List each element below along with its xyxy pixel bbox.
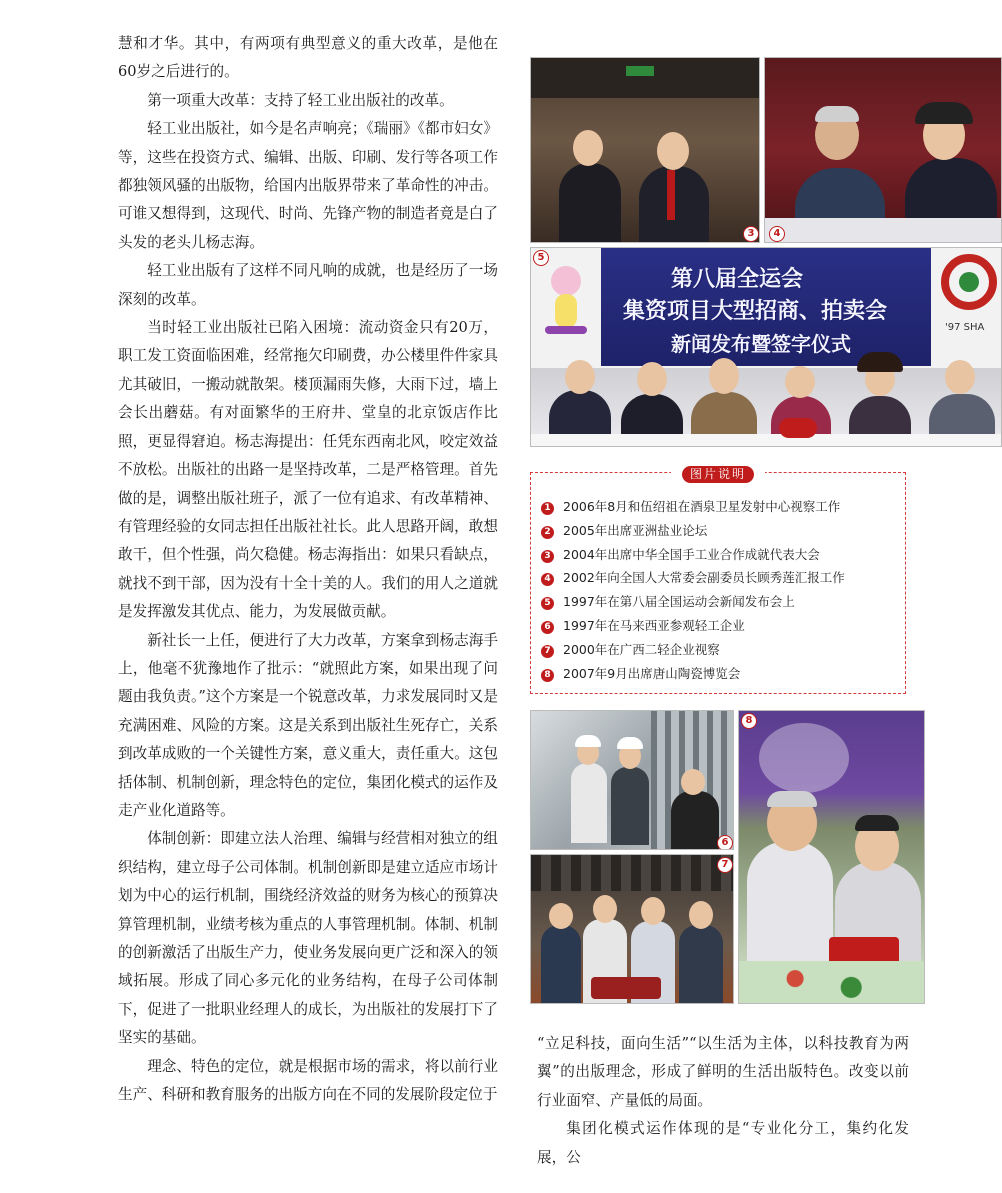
left-text-column (118, 30, 498, 1109)
banner-line-1: 第八届全运会 (671, 267, 804, 292)
captions-title-text: 图片说明 (682, 466, 754, 483)
logo-text: '97 SHA (945, 322, 985, 333)
mascot-icon (541, 266, 591, 340)
photo-number-badge: 4 (769, 226, 785, 242)
caption-text: 1997年在马来西亚参观轻工企业 (563, 617, 745, 633)
photo-number-badge: 7 (717, 857, 733, 873)
photo-number-badge: 6 (717, 835, 733, 850)
paragraph: 理念、特色的定位，就是根据市场的需求，将以前行业生产、科研和教育服务的出版方向在不同的发展阶段定位于 (118, 1057, 498, 1104)
caption-text: 2005年出席亚洲盐业论坛 (563, 522, 708, 538)
caption-text: 2004年出席中华全国手工业合作成就代表大会 (563, 546, 820, 562)
photo-number-badge: 3 (743, 226, 759, 242)
right-text-column (537, 1030, 909, 1172)
caption-number: 4 (541, 573, 554, 586)
caption-item (541, 638, 905, 662)
photo-6 (530, 710, 734, 850)
caption-item (541, 614, 905, 638)
paragraph: 体制创新：即建立法人治理、编辑与经营相对独立的组织结构，建立母子公司体制。机制创新即是建立适应市场计划为中心的运行机制，围绕经济效益的财务为核心的预算决算管理机制，业绩考核为重点的人事管理机制。体制、机制的创新激活了出版生产力，使业务发展向更广泛和深入的领域拓展。形成了同心多元化的业务结构，在母子公司体制下，促进了一批职业经理人的成长，为出版社的发展打下了坚实的基础。 (118, 830, 498, 1047)
games-logo-icon (941, 254, 997, 310)
caption-item (541, 495, 905, 519)
caption-number: 7 (541, 645, 554, 658)
paragraph: 轻工业出版社，如今是名声响亮；《瑞丽》《都市妇女》等，这些在投资方式、编辑、出版、印刷、发行等各项工作都独领风骚的出版物，给国内出版界带来了革命性的冲击。可谁又想得到，这现代、时尚、先锋产物的制造者竟是白了头发的老头儿杨志海。 (118, 120, 498, 251)
caption-item (541, 519, 905, 543)
photo-4 (764, 57, 1002, 243)
paragraph: 新社长一上任，便进行了大力改革，方案拿到杨志海手上，他毫不犹豫地作了批示：“就照此方案，如果出现了问题由我负责。”这个方案是一个锐意改革，力求发展同时又是充满困难、风险的方案。这是关系到出版社生死存亡，关系到改革成败的一个关键性方案，意义重大，责任重大。这包括体制、机制创新，理念特色的定位，集团化模式的运作及走产业化道路等。 (118, 631, 498, 819)
paragraph: 第一项重大改革：支持了轻工业出版社的改革。 (147, 91, 454, 109)
caption-number: 1 (541, 502, 554, 515)
caption-number: 3 (541, 550, 554, 563)
caption-text: 2006年8月和伍绍祖在酒泉卫星发射中心视察工作 (563, 499, 841, 514)
caption-text: 2002年向全国人大常委会副委员长顾秀莲汇报工作 (563, 570, 845, 586)
caption-number: 5 (541, 597, 554, 610)
banner-line-3: 新闻发布暨签字仪式 (671, 332, 851, 356)
photo-7 (530, 854, 734, 1004)
caption-number: 2 (541, 526, 554, 539)
caption-item (541, 543, 905, 567)
caption-number: 6 (541, 621, 554, 634)
photo-number-badge: 5 (533, 250, 549, 266)
paragraph: 慧和才华。其中，有两项有典型意义的重大改革，是他在60岁之后进行的。 (118, 35, 498, 81)
paragraph: 集团化模式运作体现的是“专业化分工，集约化发展，公 (537, 1120, 909, 1166)
photo-captions-box (530, 467, 906, 694)
captions-title (671, 463, 765, 483)
photo-3 (530, 57, 760, 243)
caption-text: 2000年在广西二轻企业视察 (563, 641, 720, 657)
banner-line-2: 集资项目大型招商、拍卖会 (623, 299, 888, 324)
paragraph: 当时轻工业出版社已陷入困境：流动资金只有20万，职工发工资面临困难，经常拖欠印刷费，办公楼里件件家具尤其破旧，一搬动就散架。楼顶漏雨失修，大雨下过，墙上会长出蘑菇。有对面繁华的王府井、堂皇的北京饭店作比照，更显得窘迫。杨志海提出：任凭东西南北风，咬定效益不放松。出版社的出路一是坚持改革，二是严格管理。首先做的是，调整出版社班子，派了一位有追求、有改革精神、有管理经验的女同志担任出版社社长。此人思路开阔，敢想敢干，但个性强，尚欠稳健。杨志海指出：如果只看缺点，就找不到干部，因为没有十全十美的人。我们的用人之道就是发挥激发其优点、能力，为发展做贡献。 (118, 319, 498, 621)
photo-8 (738, 710, 925, 1004)
photo-number-badge: 8 (741, 713, 757, 729)
caption-list (531, 473, 905, 685)
photo-5 (530, 247, 1002, 447)
caption-number: 8 (541, 669, 554, 682)
caption-text: 2007年9月出席唐山陶瓷博览会 (563, 665, 741, 681)
caption-item (541, 662, 905, 686)
caption-item (541, 566, 905, 590)
paragraph: 轻工业出版有了这样不同凡响的成就，也是经历了一场深刻的改革。 (118, 262, 498, 308)
caption-text: 1997年在第八届全国运动会新闻发布会上 (563, 594, 795, 610)
paragraph: “立足科技，面向生活”“以生活为主体，以科技教育为两翼”的出版理念，形成了鲜明的生活出版特色。改变以前行业面窄、产量低的局面。 (537, 1035, 909, 1109)
caption-item (541, 590, 905, 614)
